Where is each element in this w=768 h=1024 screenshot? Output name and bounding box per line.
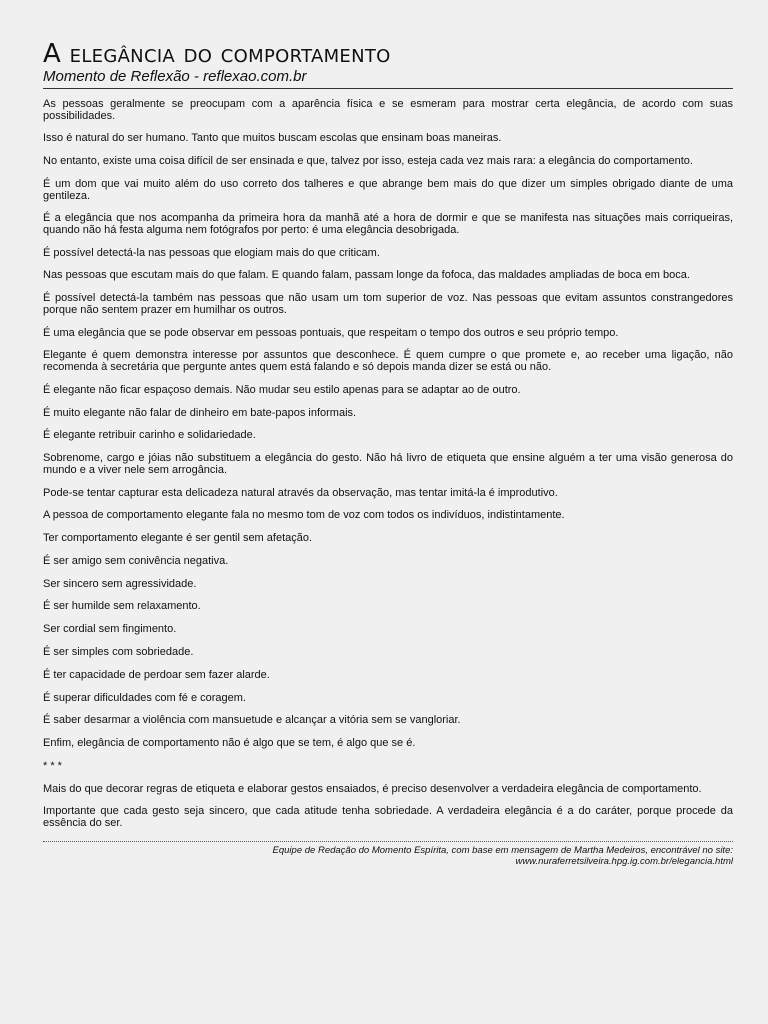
paragraph: Elegante é quem demonstra interesse por assuntos que desconhece. É quem cumpre o que promete e, ao receber uma ligação, não recomenda à secretária que pergunte antes quem está falando e só depois manda dizer se está ou não. (43, 349, 733, 373)
footer-url: www.nuraferretsilveira.hpg.ig.com.br/elegancia.html (515, 855, 733, 867)
page-title: A elegância do comportamento (43, 39, 391, 69)
paragraph: Ser cordial sem fingimento. (43, 623, 177, 636)
paragraph: É muito elegante não falar de dinheiro em bate-papos informais. (43, 406, 357, 419)
paragraph: Pode-se tentar capturar esta delicadeza natural através da observação, mas tentar imitá-la é improdutivo. (43, 486, 558, 499)
paragraph: As pessoas geralmente se preocupam com a aparência física e se esmeram para mostrar certa elegância, de acordo com suas possibilidades. (43, 98, 733, 122)
paragraph: É possível detectá-la também nas pessoas que não usam um tom superior de voz. Nas pessoas que evitam assuntos constrangedores porque não sentem prazer em humilhar os outros. (43, 292, 733, 316)
paragraph: É ter capacidade de perdoar sem fazer alarde. (43, 668, 270, 681)
paragraph: É ser simples com sobriedade. (43, 645, 194, 658)
paragraph: É elegante não ficar espaçoso demais. Não mudar seu estilo apenas para se adaptar ao de outro. (43, 383, 521, 396)
paragraph: É ser amigo sem conivência negativa. (43, 554, 229, 567)
document-page (43, 40, 733, 867)
paragraph: Sobrenome, cargo e jóias não substituem a elegância do gesto. Não há livro de etiqueta que ensine alguém a ter uma visão generosa do mundo e a viver nele sem arrogância. (43, 452, 733, 476)
paragraph: É saber desarmar a violência com mansuetude e alcançar a vitória sem se vangloriar. (43, 714, 461, 727)
footer-credit: Equipe de Redação do Momento Espírita, com base em mensagem de Martha Medeiros, encontrável no site: (272, 844, 733, 856)
paragraph: Isso é natural do ser humano. Tanto que muitos buscam escolas que ensinam boas maneiras. (43, 132, 502, 145)
paragraph: É um dom que vai muito além do uso correto dos talheres e que abrange bem mais do que dizer um simples obrigado diante de uma gentileza. (43, 177, 733, 202)
section-separator: * * * (43, 759, 62, 772)
paragraph: É possível detectá-la nas pessoas que elogiam mais do que criticam. (43, 246, 380, 259)
article-body (43, 99, 733, 830)
paragraph: Enfim, elegância de comportamento não é algo que se tem, é algo que se é. (43, 737, 416, 750)
paragraph: É elegante retribuir carinho e solidariedade. (43, 429, 256, 442)
paragraph: Ser sincero sem agressividade. (43, 577, 197, 590)
paragraph: A pessoa de comportamento elegante fala no mesmo tom de voz com todos os indivíduos, indistintamente. (43, 509, 565, 522)
page-subtitle: Momento de Reflexão - reflexao.com.br (43, 68, 733, 89)
paragraph: Ter comportamento elegante é ser gentil sem afetação. (43, 532, 313, 545)
paragraph: É superar dificuldades com fé e coragem. (43, 691, 246, 704)
paragraph: É ser humilde sem relaxamento. (43, 600, 201, 613)
paragraph: No entanto, existe uma coisa difícil de ser ensinada e que, talvez por isso, esteja cada vez mais rara: a elegância do comportamento. (43, 155, 693, 168)
paragraph: É a elegância que nos acompanha da primeira hora da manhã até a hora de dormir e que se manifesta nas situações mais corriqueiras, quando não há festa alguma nem fotógrafos por perto: é uma elegância desobrigada. (43, 212, 733, 236)
paragraph: Mais do que decorar regras de etiqueta e elaborar gestos ensaiados, é preciso desenvolver a verdadeira elegância de comportamento. (43, 782, 702, 795)
paragraph: É uma elegância que se pode observar em pessoas pontuais, que respeitam o tempo dos outros e seu próprio tempo. (43, 326, 619, 339)
paragraph: Importante que cada gesto seja sincero, que cada atitude tenha sobriedade. A verdadeira elegância é a do caráter, porque procede da essência do ser. (43, 805, 733, 830)
paragraph: Nas pessoas que escutam mais do que falam. E quando falam, passam longe da fofoca, das maldades ampliadas de boca em boca. (43, 269, 690, 282)
source-footer (43, 841, 733, 867)
